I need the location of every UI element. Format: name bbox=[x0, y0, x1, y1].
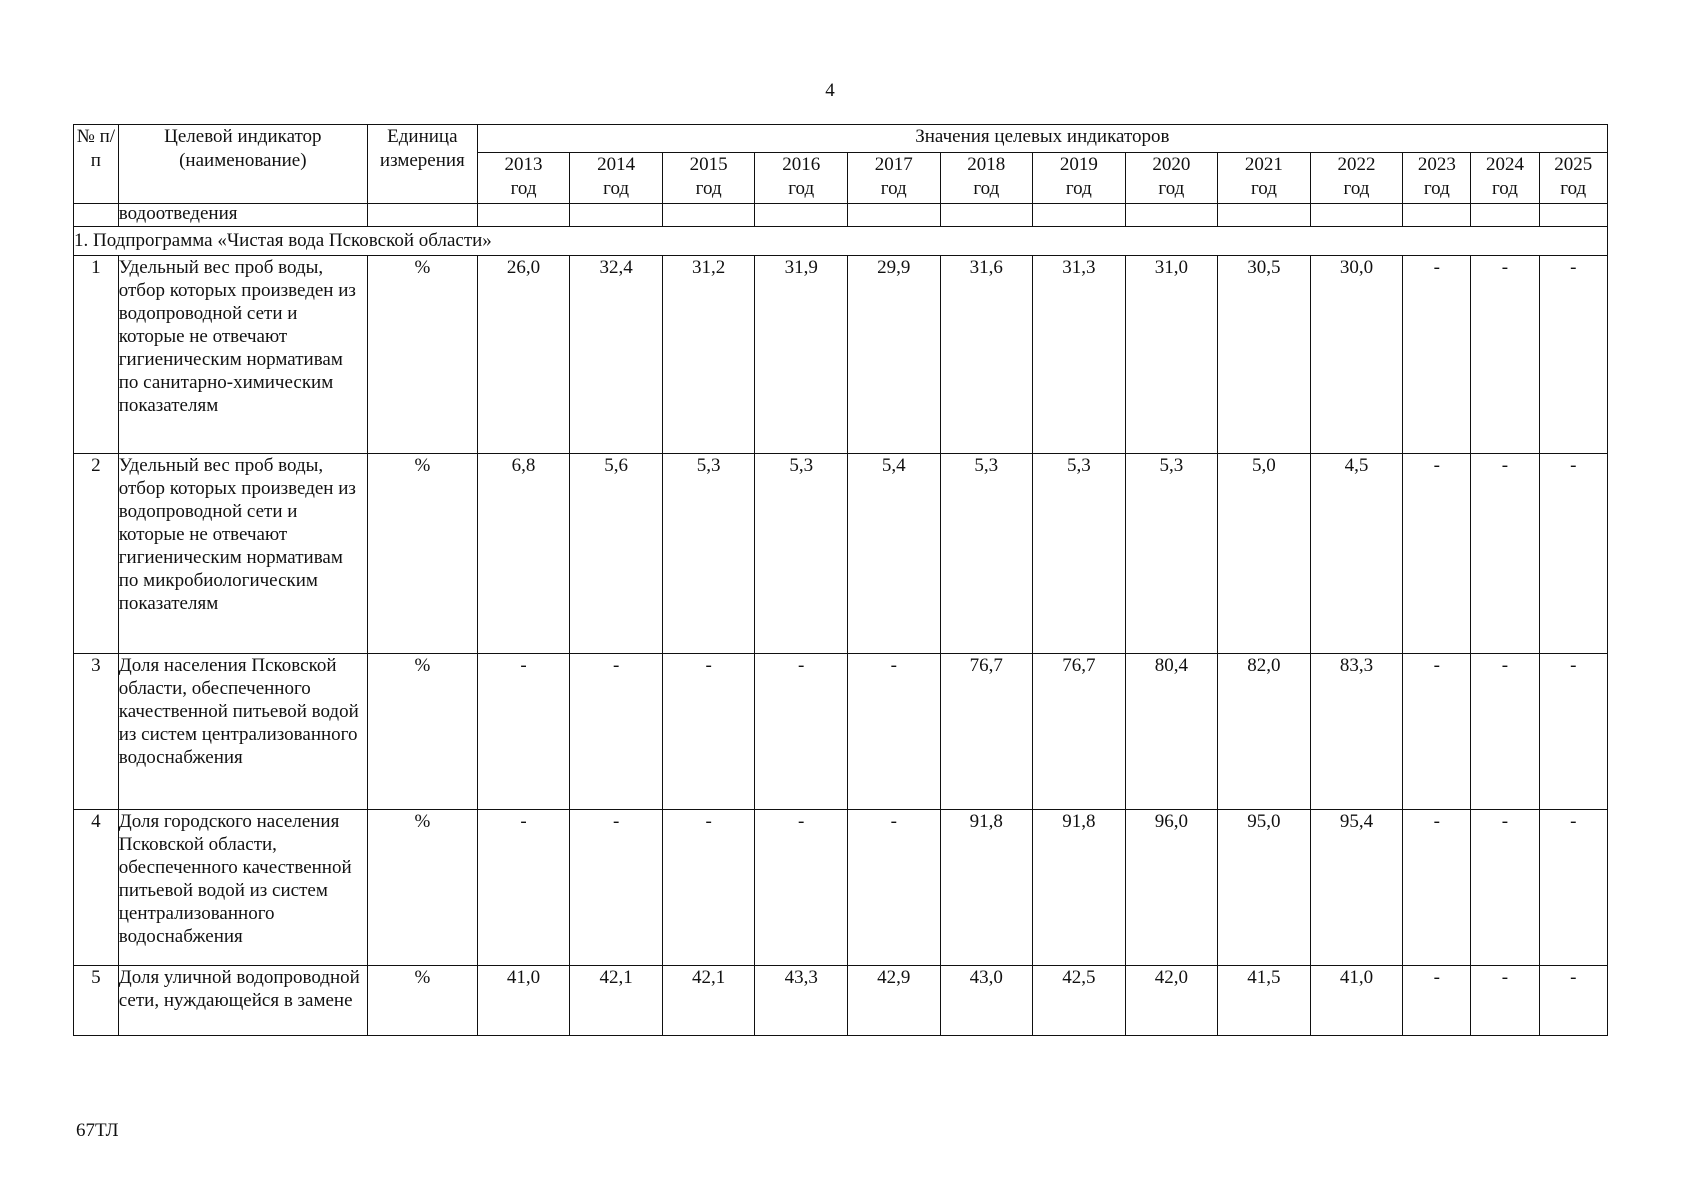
header-year bbox=[1539, 153, 1607, 204]
cell-empty bbox=[1125, 204, 1218, 227]
value-cell: 76,7 bbox=[1033, 654, 1126, 810]
value-cell: 31,9 bbox=[755, 256, 848, 454]
table-row bbox=[74, 256, 1608, 454]
header-indicator: Целевой индикатор (наименование) bbox=[118, 125, 367, 204]
value-cell: - bbox=[1539, 454, 1607, 654]
value-cell: 91,8 bbox=[1033, 810, 1126, 966]
header-year bbox=[1033, 153, 1126, 204]
value-cell: 31,6 bbox=[940, 256, 1033, 454]
value-cell: 5,3 bbox=[940, 454, 1033, 654]
header-year-number: 2013 bbox=[504, 154, 543, 175]
cell-empty bbox=[74, 204, 119, 227]
header-year bbox=[1310, 153, 1403, 204]
header-year-number: 2017 bbox=[874, 154, 913, 175]
value-cell: 42,5 bbox=[1033, 966, 1126, 1036]
indicator-name: Доля населения Псковской области, обеспеченного качественной питьевой водой из систем централизованного водоснабжения bbox=[118, 654, 367, 810]
value-cell: - bbox=[1539, 966, 1607, 1036]
header-year bbox=[847, 153, 940, 204]
unit-cell: % bbox=[367, 256, 477, 454]
cell-empty bbox=[755, 204, 848, 227]
cell-empty bbox=[1471, 204, 1539, 227]
header-year-number: 2019 bbox=[1059, 154, 1098, 175]
value-cell: - bbox=[570, 654, 663, 810]
cell-empty bbox=[662, 204, 755, 227]
value-cell: - bbox=[1539, 810, 1607, 966]
cell-empty bbox=[940, 204, 1033, 227]
value-cell: 5,3 bbox=[1033, 454, 1126, 654]
target-indicators-table bbox=[73, 124, 1608, 1036]
header-year-suffix: год bbox=[695, 178, 722, 199]
value-cell: 42,1 bbox=[570, 966, 663, 1036]
header-year bbox=[1471, 153, 1539, 204]
header-year-number: 2023 bbox=[1417, 154, 1456, 175]
unit-cell: % bbox=[367, 810, 477, 966]
header-year-number: 2020 bbox=[1152, 154, 1191, 175]
value-cell: 43,3 bbox=[755, 966, 848, 1036]
indicator-name: Доля уличной водопроводной сети, нуждающейся в замене bbox=[118, 966, 367, 1036]
value-cell: 42,0 bbox=[1125, 966, 1218, 1036]
cell-empty bbox=[1218, 204, 1311, 227]
header-num: № п/п bbox=[74, 125, 119, 204]
value-cell: 82,0 bbox=[1218, 654, 1311, 810]
value-cell: 31,2 bbox=[662, 256, 755, 454]
value-cell: - bbox=[847, 810, 940, 966]
row-number: 2 bbox=[74, 454, 119, 654]
value-cell: - bbox=[1471, 810, 1539, 966]
value-cell: 5,4 bbox=[847, 454, 940, 654]
value-cell: 31,3 bbox=[1033, 256, 1126, 454]
row-number: 5 bbox=[74, 966, 119, 1036]
value-cell: 4,5 bbox=[1310, 454, 1403, 654]
header-values-group: Значения целевых индикаторов bbox=[477, 125, 1607, 153]
value-cell: - bbox=[755, 654, 848, 810]
value-cell: 5,3 bbox=[1125, 454, 1218, 654]
unit-cell: % bbox=[367, 966, 477, 1036]
header-year bbox=[570, 153, 663, 204]
value-cell: - bbox=[755, 810, 848, 966]
table-row bbox=[74, 454, 1608, 654]
value-cell: 32,4 bbox=[570, 256, 663, 454]
value-cell: - bbox=[477, 810, 570, 966]
value-cell: - bbox=[1403, 256, 1471, 454]
table-row bbox=[74, 810, 1608, 966]
header-year bbox=[1403, 153, 1471, 204]
value-cell: 5,6 bbox=[570, 454, 663, 654]
value-cell: 26,0 bbox=[477, 256, 570, 454]
value-cell: 41,0 bbox=[1310, 966, 1403, 1036]
indicator-name: Удельный вес проб воды, отбор которых произведен из водопроводной сети и которые не отвечают гигиеническим нормативам по санитарно-химическим показателям bbox=[118, 256, 367, 454]
header-year-number: 2016 bbox=[782, 154, 821, 175]
page-number: 4 bbox=[825, 80, 835, 101]
value-cell: 95,4 bbox=[1310, 810, 1403, 966]
table-row bbox=[74, 966, 1608, 1036]
value-cell: - bbox=[1471, 256, 1539, 454]
cell-empty bbox=[847, 204, 940, 227]
value-cell: - bbox=[1403, 654, 1471, 810]
value-cell: 95,0 bbox=[1218, 810, 1311, 966]
row-number: 3 bbox=[74, 654, 119, 810]
value-cell: 5,3 bbox=[755, 454, 848, 654]
value-cell: 30,5 bbox=[1218, 256, 1311, 454]
value-cell: 43,0 bbox=[940, 966, 1033, 1036]
cell-empty bbox=[1539, 204, 1607, 227]
value-cell: 42,1 bbox=[662, 966, 755, 1036]
cell-empty bbox=[570, 204, 663, 227]
cell-empty bbox=[1403, 204, 1471, 227]
table-body bbox=[74, 204, 1608, 1036]
header-year-number: 2022 bbox=[1337, 154, 1376, 175]
cell-empty bbox=[1033, 204, 1126, 227]
value-cell: 41,0 bbox=[477, 966, 570, 1036]
header-year-suffix: год bbox=[788, 178, 815, 199]
header-year-suffix: год bbox=[1158, 178, 1185, 199]
header-year-number: 2018 bbox=[967, 154, 1006, 175]
value-cell: 91,8 bbox=[940, 810, 1033, 966]
header-year-suffix: год bbox=[1250, 178, 1277, 199]
value-cell: - bbox=[1471, 654, 1539, 810]
indicator-name: Удельный вес проб воды, отбор которых произведен из водопроводной сети и которые не отвечают гигиеническим нормативам по микробиологическим показателям bbox=[118, 454, 367, 654]
value-cell: - bbox=[1403, 966, 1471, 1036]
header-unit: Единица измерения bbox=[367, 125, 477, 204]
value-cell: 5,3 bbox=[662, 454, 755, 654]
value-cell: 80,4 bbox=[1125, 654, 1218, 810]
value-cell: - bbox=[662, 810, 755, 966]
value-cell: 31,0 bbox=[1125, 256, 1218, 454]
value-cell: - bbox=[477, 654, 570, 810]
value-cell: 42,9 bbox=[847, 966, 940, 1036]
header-year bbox=[940, 153, 1033, 204]
value-cell: 96,0 bbox=[1125, 810, 1218, 966]
continuation-row bbox=[74, 204, 1608, 227]
value-cell: - bbox=[1471, 966, 1539, 1036]
header-year-number: 2025 bbox=[1554, 154, 1593, 175]
value-cell: - bbox=[1471, 454, 1539, 654]
row-number: 1 bbox=[74, 256, 119, 454]
header-year-suffix: год bbox=[1423, 178, 1450, 199]
header-year bbox=[1218, 153, 1311, 204]
unit-cell: % bbox=[367, 454, 477, 654]
header-year-suffix: год bbox=[880, 178, 907, 199]
header-year-suffix: год bbox=[1343, 178, 1370, 199]
header-year-suffix: год bbox=[1065, 178, 1092, 199]
cell-empty bbox=[477, 204, 570, 227]
header-year-suffix: год bbox=[1560, 178, 1587, 199]
cell-empty bbox=[367, 204, 477, 227]
value-cell: - bbox=[847, 654, 940, 810]
value-cell: 5,0 bbox=[1218, 454, 1311, 654]
cell-empty bbox=[1310, 204, 1403, 227]
header-year-suffix: год bbox=[1491, 178, 1518, 199]
indicator-name: Доля городского населения Псковской области, обеспеченного качественной питьевой водой из систем централизованного водоснабжения bbox=[118, 810, 367, 966]
value-cell: - bbox=[1403, 454, 1471, 654]
header-year-number: 2014 bbox=[597, 154, 636, 175]
header-year-suffix: год bbox=[973, 178, 1000, 199]
value-cell: - bbox=[662, 654, 755, 810]
unit-cell: % bbox=[367, 654, 477, 810]
header-year-number: 2021 bbox=[1244, 154, 1283, 175]
value-cell: 83,3 bbox=[1310, 654, 1403, 810]
continuation-text: водоотведения bbox=[118, 204, 367, 227]
header-year-number: 2015 bbox=[689, 154, 728, 175]
table-row bbox=[74, 654, 1608, 810]
value-cell: - bbox=[570, 810, 663, 966]
header-row bbox=[74, 125, 1608, 153]
value-cell: 29,9 bbox=[847, 256, 940, 454]
value-cell: 76,7 bbox=[940, 654, 1033, 810]
value-cell: 30,0 bbox=[1310, 256, 1403, 454]
section-title: 1. Подпрограмма «Чистая вода Псковской области» bbox=[74, 227, 1608, 256]
header-year bbox=[755, 153, 848, 204]
header-year-suffix: год bbox=[510, 178, 537, 199]
header-year bbox=[1125, 153, 1218, 204]
header-year bbox=[662, 153, 755, 204]
row-number: 4 bbox=[74, 810, 119, 966]
value-cell: - bbox=[1539, 256, 1607, 454]
header-year bbox=[477, 153, 570, 204]
header-year-number: 2024 bbox=[1485, 154, 1524, 175]
value-cell: - bbox=[1539, 654, 1607, 810]
value-cell: 41,5 bbox=[1218, 966, 1311, 1036]
section-row bbox=[74, 227, 1608, 256]
value-cell: - bbox=[1403, 810, 1471, 966]
header-year-suffix: год bbox=[603, 178, 630, 199]
footer-code: 67ТЛ bbox=[76, 1120, 119, 1141]
value-cell: 6,8 bbox=[477, 454, 570, 654]
